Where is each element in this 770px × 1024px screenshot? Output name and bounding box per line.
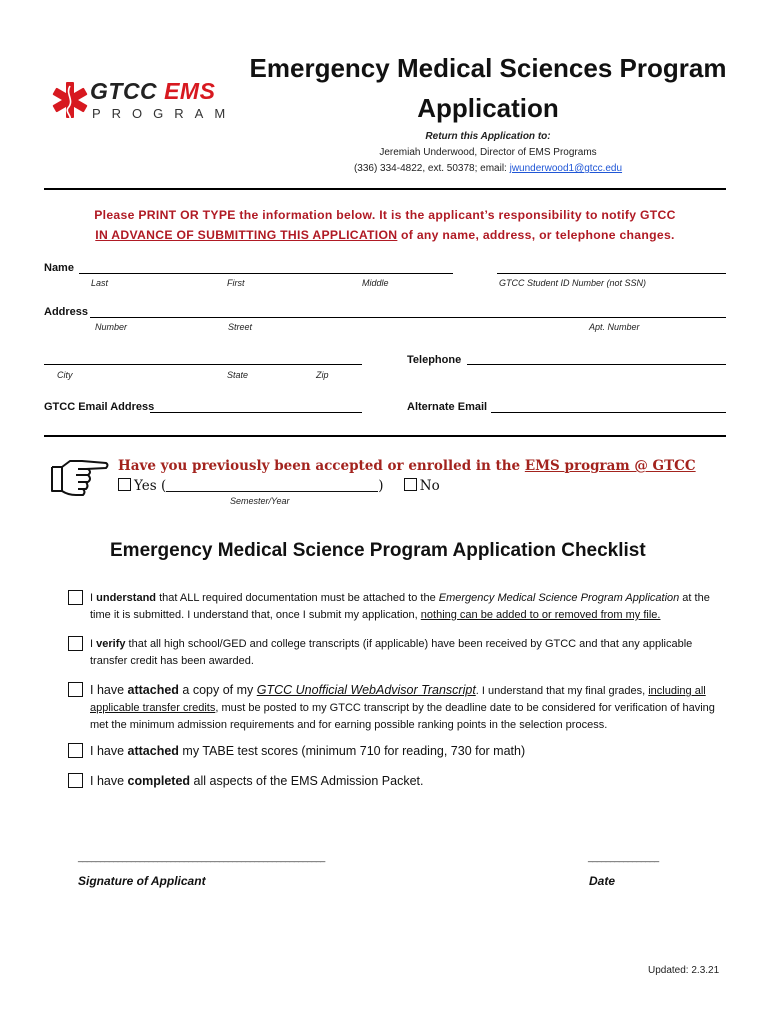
state-sub: State [227,370,249,380]
semester-year-sub: Semester/Year [230,496,290,506]
apt-number-sub: Apt. Number [589,322,640,332]
yes-label: Yes ( [134,478,167,494]
divider [44,188,726,190]
street-sub: Street [228,322,253,332]
student-id-sub: GTCC Student ID Number (not SSN) [499,278,647,288]
checklist-item: I have attached a copy of my GTCC Unofficial WebAdvisor Transcript. I understand that my final grades, including all applicable transfer credits, must be posted to my GTCC transcript by the deadline date to be considered for verification of having met the minimum admission requirements and for earning possible ranking points in the selection process. [68,682,728,734]
yes-checkbox[interactable] [118,478,131,491]
telephone-field[interactable] [467,364,726,365]
pointing-hand-icon [48,457,110,499]
checklist-checkbox[interactable] [68,743,83,758]
no-checkbox[interactable] [404,478,417,491]
date-field[interactable]: ________________ [588,852,659,862]
name-label: Name [44,262,74,274]
checklist-checkbox[interactable] [68,682,83,697]
logo-subtitle: PROGRAM [92,106,237,121]
checklist-checkbox[interactable] [68,636,83,651]
number-sub: Number [95,322,128,332]
previous-enrollment-question: Have you previously been accepted or enrolled in the EMS program @ GTCC [118,458,696,474]
divider [44,435,726,437]
alternate-email-label: Alternate Email [407,401,488,413]
city-state-zip-field[interactable] [44,364,362,365]
checklist-item: I understand that ALL required documentation must be attached to the Emergency Medical Science Program Application at the time it is submitted. I understand that, once I submit my application, nothing can be added to or removed from my file. [68,590,728,624]
last-name-sub: Last [91,278,109,288]
checklist-title: Emergency Medical Science Program Application Checklist [110,540,646,561]
first-name-sub: First [227,278,245,288]
enrollment-answer-row: Yes ( ) No [118,478,440,494]
middle-name-sub: Middle [362,278,389,288]
city-sub: City [57,370,73,380]
address-label: Address [44,306,89,318]
notice-text: Please PRINT OR TYPE the information below. It is the applicant’s responsibility to notify GTCC IN ADVANCE OF SUBMITTING THIS APPLICATION of any name, address, or telephone changes. [94,208,676,242]
alternate-email-field[interactable] [491,412,726,413]
gtcc-email-field[interactable] [150,412,362,413]
page-title: Emergency Medical Sciences Program Application [249,53,727,123]
telephone-label: Telephone [407,354,462,366]
updated-date: Updated: 2.3.21 [648,965,720,976]
signature-field[interactable]: ________________________________________________________ [78,852,325,862]
return-address-block: Return this Application to: Jeremiah Underwood, Director of EMS Programs (336) 334-4822, ext. 50378; email: jwunderwood1@gtcc.edu [353,131,623,174]
no-label: No [419,478,440,494]
checklist-checkbox[interactable] [68,773,83,788]
contact-email-link[interactable]: jwunderwood1@gtcc.edu [509,163,623,174]
zip-sub: Zip [316,370,329,380]
checklist-checkbox[interactable] [68,590,83,605]
checklist-item: I have attached my TABE test scores (minimum 710 for reading, 730 for math) [68,743,728,760]
checklist-item: I have completed all aspects of the EMS Admission Packet. [68,773,728,790]
date-label: Date [589,874,616,888]
signature-label: Signature of Applicant [78,874,206,888]
logo-wordmark: GTCC EMS [90,78,216,104]
address-field[interactable] [90,317,726,318]
name-field[interactable] [79,273,453,274]
student-id-field[interactable] [497,273,726,274]
gtcc-email-label: GTCC Email Address [44,401,155,413]
semester-field[interactable] [166,479,378,492]
checklist-item: I verify that all high school/GED and college transcripts (if applicable) have been received by GTCC and that any applicable transfer credit has been awarded. [68,636,728,670]
